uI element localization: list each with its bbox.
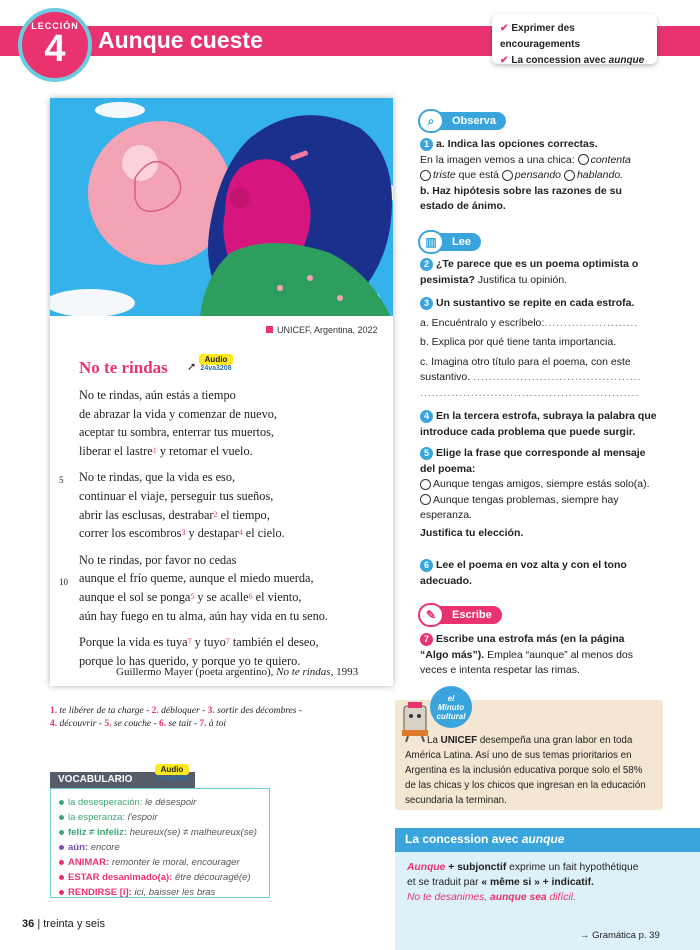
question-2: 2 ¿Te parece que es un poema optimista o pesimista? Justifica tu opinión.	[420, 258, 639, 286]
concession-header: La concession avec aunque	[395, 828, 700, 852]
vocab-item: ESTAR desanimado(a): être découragé(e)	[59, 870, 261, 885]
vocab-item: RENDIRSE [i]: ici, baisser les bras	[59, 885, 261, 900]
vocab-item: la esperanza: l'espoir	[59, 810, 261, 825]
question-number: 7	[420, 633, 433, 646]
pencil-icon: ✎	[418, 603, 444, 627]
question-3: 3 Un sustantivo se repite en cada estrofa. a. Encuéntralo y escríbelo:........................ b. Explica por qué tiene tanta importancia. c. Imagina otro título para el poema, con este sustantivo. ........................................... ........................................................	[420, 296, 665, 401]
answer-line[interactable]: ........................................................	[420, 386, 640, 399]
minuto-cultural-text: La UNICEF desempeña una gran labor en toda América Latina. Así uno de sus temas prioritarios en Argentina es la inclusión educativa porque solo el 58% de las chicas y los chicos que ingresan en la educación secundaria la terminan.	[405, 735, 646, 806]
footnotes: 1. te libérer de ta charge - 2. débloquer - 3. sortir des décombres - 4. découvrir - 5. se couche - 6. se tait - 7. à toi	[50, 706, 303, 729]
poem-signature: Guillermo Mayer (poeta argentino), No te rindas, 1993	[116, 666, 359, 678]
question-number: 4	[420, 410, 433, 423]
vocab-header: VOCABULARIO	[50, 772, 195, 788]
option-radio[interactable]	[578, 154, 589, 165]
answer-line[interactable]: ........................	[544, 316, 639, 329]
question-5: 5 Elige la frase que corresponde al mensaje del poema: Aunque tengas amigos, siempre estás solo(a). Aunque tengas problemas, siempre hay esperanza. Justifica tu elección.	[420, 447, 650, 539]
cursor-icon: ➚	[187, 361, 197, 373]
bullet-icon	[59, 860, 64, 865]
question-1: 1 a. Indica las opciones correctas. En la imagen vemos a una chica: contenta triste que está pensando hablando. b. Haz hipótesis sobre las razones de su estado de ánimo.	[420, 138, 631, 212]
page-number: 36 | treinta y seis	[22, 918, 105, 930]
concession-body: Aunque + subjonctif exprime un fait hypothétique et se traduit par « même si » + indicatif. No te desanimes, aunque sea difícil.	[395, 852, 700, 950]
question-number: 2	[420, 258, 433, 271]
bullet-icon	[59, 800, 64, 805]
vocab-item: feliz ≠ infeliz: heureux(se) ≠ malheureux(se)	[59, 825, 261, 840]
option-radio[interactable]	[420, 479, 431, 490]
poem-audio-link[interactable]	[187, 354, 233, 372]
image-credit: UNICEF, Argentina, 2022	[266, 325, 378, 335]
section-escribe: ✎ Escribe	[424, 606, 502, 624]
question-6: 6 Lee el poema en voz alta y con el tono adecuado.	[420, 559, 627, 587]
bullet-icon	[59, 875, 64, 880]
credit-marker	[266, 326, 273, 333]
book-icon: ▥	[418, 230, 444, 254]
audio-code: 24va3209	[156, 775, 188, 782]
audio-label: Audio	[155, 764, 189, 775]
bullet-icon	[59, 845, 64, 850]
vocab-item: ANIMAR: remonter le moral, encourager	[59, 855, 261, 870]
poem-text	[59, 386, 379, 678]
goal-item: ✔ Exprimer des encouragements	[500, 23, 581, 50]
poem-stanza: 5 No te rindas, que la vida es eso, continuar el viaje, perseguir tus sueños, abrir las esclusas, destrabar$^2$ el tiempo, correr los escombros$^3$ y destapar$^4$ el cielo.	[59, 470, 285, 541]
lesson-badge	[18, 8, 92, 82]
bullet-icon	[59, 890, 64, 895]
lesson-title: Aunque cueste	[98, 27, 263, 53]
check-icon: ✔	[500, 55, 509, 66]
minuto-cultural-badge: el Minuto cultural	[430, 686, 472, 728]
illustration-svg	[50, 98, 393, 316]
question-number: 1	[420, 138, 433, 151]
question-4: 4 En la tercera estrofa, subraya la palabra que introduce cada problema que puede surgir.	[420, 410, 657, 438]
audio-label: Audio	[199, 354, 233, 365]
option-radio[interactable]	[564, 170, 575, 181]
section-observa: ⌕ Observa	[424, 112, 506, 130]
magnifier-icon: ⌕	[418, 109, 444, 133]
bullet-icon	[59, 815, 64, 820]
goal-item: ✔ La concession avec aunque	[500, 55, 645, 66]
option-radio[interactable]	[420, 494, 431, 505]
question-number: 5	[420, 447, 433, 460]
audio-code: 24va3208	[200, 365, 232, 372]
poem-title: No te rindas	[79, 358, 168, 377]
poem-stanza: No te rindas, aún estás a tiempo de abrazar la vida y comenzar de nuevo, aceptar tu sombra, enterrar tus muertos, liberar el lastre$^1$ y retomar el vuelo.	[79, 388, 278, 458]
bullet-icon	[59, 830, 64, 835]
poem-stanza: 10 No te rindas, por favor no cedas aunque el frío queme, aunque el miedo muerda, aunque el sol se ponga$^5$ y se acalle$^6$ el viento, aún hay fuego en tu alma, aún hay vida en tu seno.	[59, 552, 328, 623]
poem-box	[50, 98, 393, 686]
option-radio[interactable]	[502, 170, 513, 181]
answer-line[interactable]: ...........................................	[473, 371, 642, 383]
section-lee: ▥ Lee	[424, 233, 481, 251]
grammar-link[interactable]: → Gramática p. 39	[580, 930, 660, 941]
line-number: 10	[59, 576, 68, 587]
option-radio[interactable]	[420, 170, 431, 181]
vocab-item: aún: encore	[59, 840, 261, 855]
vocab-item: la desesperación: le désespoir	[59, 795, 261, 810]
girl-bubblegum-illustration	[50, 98, 393, 316]
goals-box	[492, 14, 657, 64]
poem-stanza: Porque la vida es tuya$^7$ y tuyo$^7$ también el deseo, porque lo has querido, y porque yo te quiero.	[79, 635, 319, 668]
question-number: 6	[420, 559, 433, 572]
line-number: 5	[59, 475, 64, 486]
question-7: 7 Escribe una estrofa más (en la página “Algo más”). Emplea “aunque” al menos dos veces e intenta respetar las rimas.	[420, 633, 634, 676]
vocab-box	[50, 788, 270, 898]
lesson-word: LECCIÓN	[31, 21, 79, 31]
lesson-number: 4	[44, 28, 66, 70]
check-icon: ✔	[500, 23, 509, 34]
vocab-audio-link[interactable]	[155, 764, 189, 782]
question-number: 3	[420, 297, 433, 310]
